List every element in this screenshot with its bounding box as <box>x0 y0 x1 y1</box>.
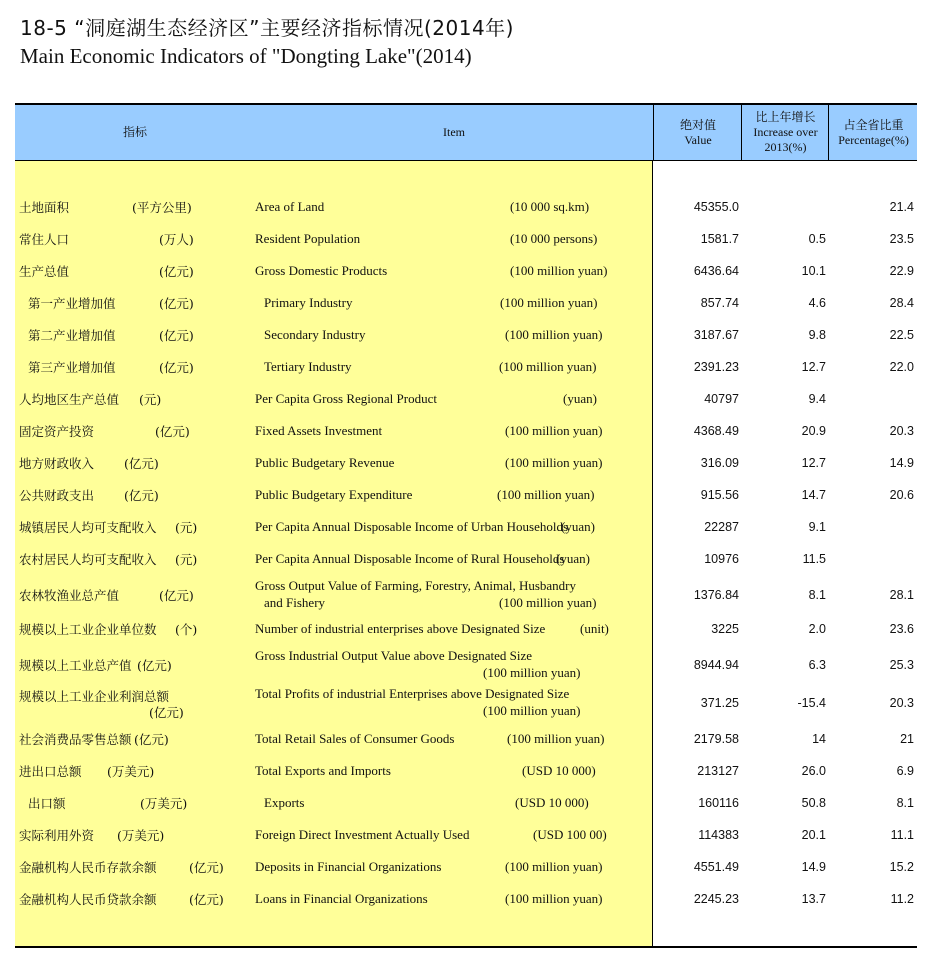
indicator-en-name: Deposits in Financial Organizations <box>255 859 442 874</box>
percentage-cell: 23.5 <box>889 232 914 246</box>
percentage-cell: 25.3 <box>889 658 914 672</box>
indicator-en-unit: (yuan) <box>561 519 595 534</box>
indicator-cn-name: 规模以上工业总产值 <box>19 658 132 673</box>
table-row <box>15 725 917 753</box>
indicator-cn-name: 农村居民人均可支配收入 <box>19 552 157 567</box>
indicator-cn-unit: (元) <box>175 552 198 567</box>
page-title-english: Main Economic Indicators of "Dongting Lake"(2014) <box>20 44 472 68</box>
value-cell: 114383 <box>698 828 739 842</box>
indicator-en-unit: (100 million yuan) <box>483 703 581 718</box>
indicator-cn <box>19 821 251 849</box>
table-row <box>15 385 917 413</box>
indicator-cn-name: 社会消费品零售总额 <box>19 732 132 747</box>
indicator-cn <box>19 321 251 349</box>
indicator-cn-unit: (亿元) <box>155 424 190 439</box>
table-row <box>15 821 917 849</box>
indicator-en <box>255 577 650 613</box>
value-cell: 2179.58 <box>693 732 739 746</box>
value-cell: 10976 <box>704 552 739 566</box>
percentage-cell: 22.5 <box>889 328 914 342</box>
table-row <box>15 885 917 913</box>
indicator-cn <box>19 385 251 413</box>
indicator-en <box>255 225 650 253</box>
indicator-cn-name: 第二产业增加值 <box>28 328 116 343</box>
indicator-cn <box>19 225 251 253</box>
indicator-cn-unit: (万人) <box>159 232 194 247</box>
indicator-en-unit: (100 million yuan) <box>497 487 595 502</box>
indicator-cn-name: 地方财政收入 <box>19 456 95 471</box>
indicator-en-name: Per Capita Annual Disposable Income of Rural Households <box>255 551 565 566</box>
indicator-cn-name: 规模以上工业企业单位数 <box>19 622 157 637</box>
indicator-en-unit: (yuan) <box>563 391 597 406</box>
indicator-cn <box>19 577 251 613</box>
indicator-cn-unit: (亿元) <box>159 296 194 311</box>
growth-cell: 14 <box>812 732 826 746</box>
value-cell: 213127 <box>697 764 739 778</box>
indicator-en <box>255 789 650 817</box>
indicator-en <box>255 821 650 849</box>
value-cell: 4551.49 <box>693 860 739 874</box>
indicator-en-unit: (100 million yuan) <box>500 295 598 310</box>
growth-cell: 26.0 <box>801 764 826 778</box>
indicator-cn <box>19 647 251 683</box>
indicator-cn-name: 第三产业增加值 <box>28 360 116 375</box>
indicator-cn-name: 实际利用外资 <box>19 828 95 843</box>
table-row <box>15 289 917 317</box>
indicator-cn <box>19 725 251 753</box>
indicator-en <box>255 193 650 221</box>
indicator-en-unit: (100 million yuan) <box>499 595 597 610</box>
table-row <box>15 789 917 817</box>
value-cell: 915.56 <box>700 488 739 502</box>
growth-cell: 13.7 <box>801 892 826 906</box>
table-row <box>15 353 917 381</box>
indicator-cn-unit: (元) <box>175 520 198 535</box>
value-cell: 22287 <box>704 520 739 534</box>
value-cell: 3187.67 <box>693 328 739 342</box>
indicator-en-unit: (USD 100 00) <box>533 827 607 842</box>
indicator-cn <box>19 417 251 445</box>
indicator-cn-unit: (亿元) <box>124 456 159 471</box>
indicator-en-name: Public Budgetary Revenue <box>255 455 395 470</box>
indicator-en-name: Tertiary Industry <box>264 359 352 374</box>
header-growth-en-line2: 2013(%) <box>764 140 807 154</box>
table-row <box>15 577 917 613</box>
indicator-cn-unit: (万美元) <box>107 764 155 779</box>
percentage-cell: 20.3 <box>889 696 914 710</box>
header-value-en: Value <box>684 132 712 147</box>
indicator-cn-unit: (亿元) <box>159 360 194 375</box>
indicator-en <box>255 481 650 509</box>
percentage-cell: 20.6 <box>889 488 914 502</box>
header-growth-en-line1: Increase over <box>753 125 818 139</box>
indicator-cn <box>19 481 251 509</box>
indicator-en <box>255 289 650 317</box>
indicator-en-name: Area of Land <box>255 199 325 214</box>
indicator-cn-name: 固定资产投资 <box>19 424 95 439</box>
header-percentage <box>828 105 918 160</box>
indicator-cn-unit: (亿元) <box>189 860 224 875</box>
percentage-cell <box>830 545 914 573</box>
indicator-en-name: Public Budgetary Expenditure <box>255 487 413 502</box>
indicator-cn-name: 规模以上工业企业利润总额 <box>19 689 170 704</box>
indicator-en-name: Total Profits of industrial Enterprises above Designated Size <box>255 686 570 701</box>
indicator-cn-unit: (个) <box>175 622 198 637</box>
table-row <box>15 757 917 785</box>
percentage-cell <box>830 513 914 541</box>
percentage-cell: 15.2 <box>889 860 914 874</box>
indicator-cn-unit: (亿元) <box>149 705 184 720</box>
header-indicator: 指标 <box>122 125 147 139</box>
indicator-cn <box>19 289 251 317</box>
growth-cell: 6.3 <box>808 658 826 672</box>
growth-cell: 2.0 <box>808 622 826 636</box>
indicator-cn <box>19 853 251 881</box>
indicator-cn-name: 人均地区生产总值 <box>19 392 120 407</box>
indicator-en <box>255 513 650 541</box>
indicator-cn-unit: (亿元) <box>137 658 172 673</box>
indicator-en-unit: (USD 10 000) <box>522 763 596 778</box>
indicator-en-name: Loans in Financial Organizations <box>255 891 428 906</box>
percentage-cell: 28.1 <box>889 588 914 602</box>
table-row <box>15 685 917 721</box>
percentage-cell: 22.0 <box>889 360 914 374</box>
indicator-en-unit: (100 million yuan) <box>507 731 605 746</box>
indicator-cn-unit: (亿元) <box>134 732 169 747</box>
indicator-cn-name: 农林牧渔业总产值 <box>19 588 120 603</box>
growth-cell: 10.1 <box>801 264 826 278</box>
growth-cell <box>743 193 826 221</box>
header-pct-cn: 占全省比重 <box>843 117 904 132</box>
indicator-cn-name: 第一产业增加值 <box>28 296 116 311</box>
indicator-cn <box>19 353 251 381</box>
indicator-cn <box>19 685 251 721</box>
percentage-cell: 22.9 <box>889 264 914 278</box>
growth-cell: 11.5 <box>802 552 826 566</box>
indicator-en-name: Foreign Direct Investment Actually Used <box>255 827 470 842</box>
indicator-cn-unit: (亿元) <box>189 892 224 907</box>
growth-cell: 9.4 <box>808 392 826 406</box>
indicator-en <box>255 757 650 785</box>
value-cell: 160116 <box>698 796 739 810</box>
value-cell: 371.25 <box>700 696 739 710</box>
indicator-cn <box>19 615 251 643</box>
value-cell: 1376.84 <box>693 588 739 602</box>
value-cell: 45355.0 <box>693 200 739 214</box>
indicator-en-unit: (10 000 persons) <box>510 231 598 246</box>
table-row <box>15 193 917 221</box>
indicator-cn-name: 进出口总额 <box>19 764 82 779</box>
indicator-en-name: Per Capita Annual Disposable Income of Urban Households <box>255 519 569 534</box>
indicator-cn-unit: (万美元) <box>140 796 188 811</box>
indicator-en-unit: (yuan) <box>556 551 590 566</box>
indicator-en-name: Resident Population <box>255 231 361 246</box>
indicator-en-name: Per Capita Gross Regional Product <box>255 391 437 406</box>
percentage-cell: 8.1 <box>896 796 914 810</box>
percentage-cell: 28.4 <box>889 296 914 310</box>
indicator-cn-unit: (亿元) <box>159 328 194 343</box>
indicator-en-name: Total Retail Sales of Consumer Goods <box>255 731 455 746</box>
indicator-en-unit: (100 million yuan) <box>505 327 603 342</box>
indicator-en-unit: (100 million yuan) <box>510 263 608 278</box>
percentage-cell: 14.9 <box>889 456 914 470</box>
indicator-cn-unit: (万美元) <box>117 828 165 843</box>
indicator-en-name: Exports <box>264 795 305 810</box>
indicator-cn-name: 金融机构人民币贷款余额 <box>19 892 157 907</box>
growth-cell: 4.6 <box>808 296 826 310</box>
percentage-cell: 21.4 <box>889 200 914 214</box>
growth-cell: 14.9 <box>801 860 826 874</box>
indicator-cn-name: 常住人口 <box>19 232 70 247</box>
table-row <box>15 647 917 683</box>
table-bottom-rule <box>15 946 917 948</box>
value-cell: 40797 <box>704 392 739 406</box>
indicator-cn-unit: (亿元) <box>124 488 159 503</box>
value-cell: 3225 <box>711 622 739 636</box>
indicator-en <box>255 885 650 913</box>
indicator-en-unit: (unit) <box>580 621 609 636</box>
indicator-en <box>255 417 650 445</box>
table-row <box>15 853 917 881</box>
indicator-cn <box>19 789 251 817</box>
indicator-cn-name: 金融机构人民币存款余额 <box>19 860 157 875</box>
table-row <box>15 513 917 541</box>
header-value-cn: 绝对值 <box>679 117 716 132</box>
growth-cell: 0.5 <box>808 232 826 246</box>
indicator-cn-unit: (亿元) <box>159 588 194 603</box>
indicator-en <box>255 321 650 349</box>
growth-cell: 12.7 <box>801 456 826 470</box>
value-cell: 2391.23 <box>693 360 739 374</box>
header-growth <box>741 105 829 160</box>
indicator-cn-unit: (元) <box>139 392 162 407</box>
growth-cell: 8.1 <box>808 588 826 602</box>
indicator-cn-name: 城镇居民人均可支配收入 <box>19 520 157 535</box>
indicator-en-name: Gross Industrial Output Value above Designated Size <box>255 648 533 663</box>
indicator-cn <box>19 885 251 913</box>
table-header <box>15 105 917 161</box>
indicator-cn <box>19 449 251 477</box>
indicator-en-unit: (100 million yuan) <box>483 665 581 680</box>
table-row <box>15 417 917 445</box>
indicator-cn <box>19 513 251 541</box>
indicator-en <box>255 449 650 477</box>
indicator-en <box>255 685 650 721</box>
indicator-en-name: Secondary Industry <box>264 327 366 342</box>
indicator-en-unit: (100 million yuan) <box>505 891 603 906</box>
indicator-en-name: Total Exports and Imports <box>255 763 391 778</box>
table-row <box>15 225 917 253</box>
indicator-cn-name: 土地面积 <box>19 200 70 215</box>
percentage-cell: 23.6 <box>889 622 914 636</box>
value-cell: 1581.7 <box>700 232 739 246</box>
table-row <box>15 615 917 643</box>
indicator-cn <box>19 757 251 785</box>
indicator-en-unit: (100 million yuan) <box>499 359 597 374</box>
indicator-en <box>255 725 650 753</box>
growth-cell: 9.8 <box>808 328 826 342</box>
indicator-en <box>255 385 650 413</box>
growth-cell: 14.7 <box>801 488 826 502</box>
table-row <box>15 257 917 285</box>
indicator-cn-unit: (平方公里) <box>132 200 192 215</box>
indicator-cn-name: 公共财政支出 <box>19 488 95 503</box>
indicator-cn-unit: (亿元) <box>159 264 194 279</box>
indicator-en-name-line2: and Fishery <box>264 595 326 610</box>
header-growth-cn: 比上年增长 <box>755 110 816 124</box>
table-row <box>15 545 917 573</box>
table-row <box>15 321 917 349</box>
indicator-en <box>255 853 650 881</box>
indicator-en-name: Primary Industry <box>264 295 353 310</box>
indicator-en <box>255 647 650 683</box>
percentage-cell: 11.2 <box>890 892 914 906</box>
growth-cell: -15.4 <box>797 696 826 710</box>
indicator-en-name: Fixed Assets Investment <box>255 423 383 438</box>
indicator-table <box>15 103 917 948</box>
percentage-cell: 20.3 <box>889 424 914 438</box>
indicator-cn-name: 生产总值 <box>19 264 70 279</box>
indicator-cn-name: 出口额 <box>28 796 66 811</box>
percentage-cell: 11.1 <box>890 828 914 842</box>
indicator-en-unit: (USD 10 000) <box>515 795 589 810</box>
indicator-en-unit: (100 million yuan) <box>505 455 603 470</box>
percentage-cell: 21 <box>900 732 914 746</box>
indicator-en-name: Gross Output Value of Farming, Forestry, Animal, Husbandry <box>255 578 577 593</box>
indicator-en <box>255 257 650 285</box>
value-cell: 857.74 <box>700 296 739 310</box>
indicator-cn <box>19 545 251 573</box>
indicator-en-unit: (100 million yuan) <box>505 859 603 874</box>
table-row <box>15 449 917 477</box>
percentage-cell: 6.9 <box>896 764 914 778</box>
value-cell: 2245.23 <box>693 892 739 906</box>
indicator-cn <box>19 193 251 221</box>
value-cell: 8944.94 <box>693 658 739 672</box>
indicator-en <box>255 545 650 573</box>
percentage-cell <box>830 385 914 413</box>
growth-cell: 12.7 <box>801 360 826 374</box>
header-pct-en: Percentage(%) <box>838 132 909 147</box>
growth-cell: 20.9 <box>801 424 826 438</box>
indicator-cn <box>19 257 251 285</box>
page-title-chinese: 18-5 “洞庭湖生态经济区”主要经济指标情况(2014年) <box>20 16 514 40</box>
value-cell: 6436.64 <box>693 264 739 278</box>
value-cell: 316.09 <box>700 456 739 470</box>
indicator-en-unit: (10 000 sq.km) <box>510 199 590 214</box>
growth-cell: 50.8 <box>801 796 826 810</box>
indicator-en <box>255 353 650 381</box>
value-cell: 4368.49 <box>693 424 739 438</box>
table-row <box>15 481 917 509</box>
indicator-en-unit: (100 million yuan) <box>505 423 603 438</box>
growth-cell: 20.1 <box>801 828 826 842</box>
indicator-en-name: Number of industrial enterprises above Designated Size <box>255 621 546 636</box>
indicator-en <box>255 615 650 643</box>
growth-cell: 9.1 <box>808 520 826 534</box>
header-value <box>653 105 742 160</box>
header-item: Item <box>443 125 465 139</box>
indicator-en-name: Gross Domestic Products <box>255 263 388 278</box>
